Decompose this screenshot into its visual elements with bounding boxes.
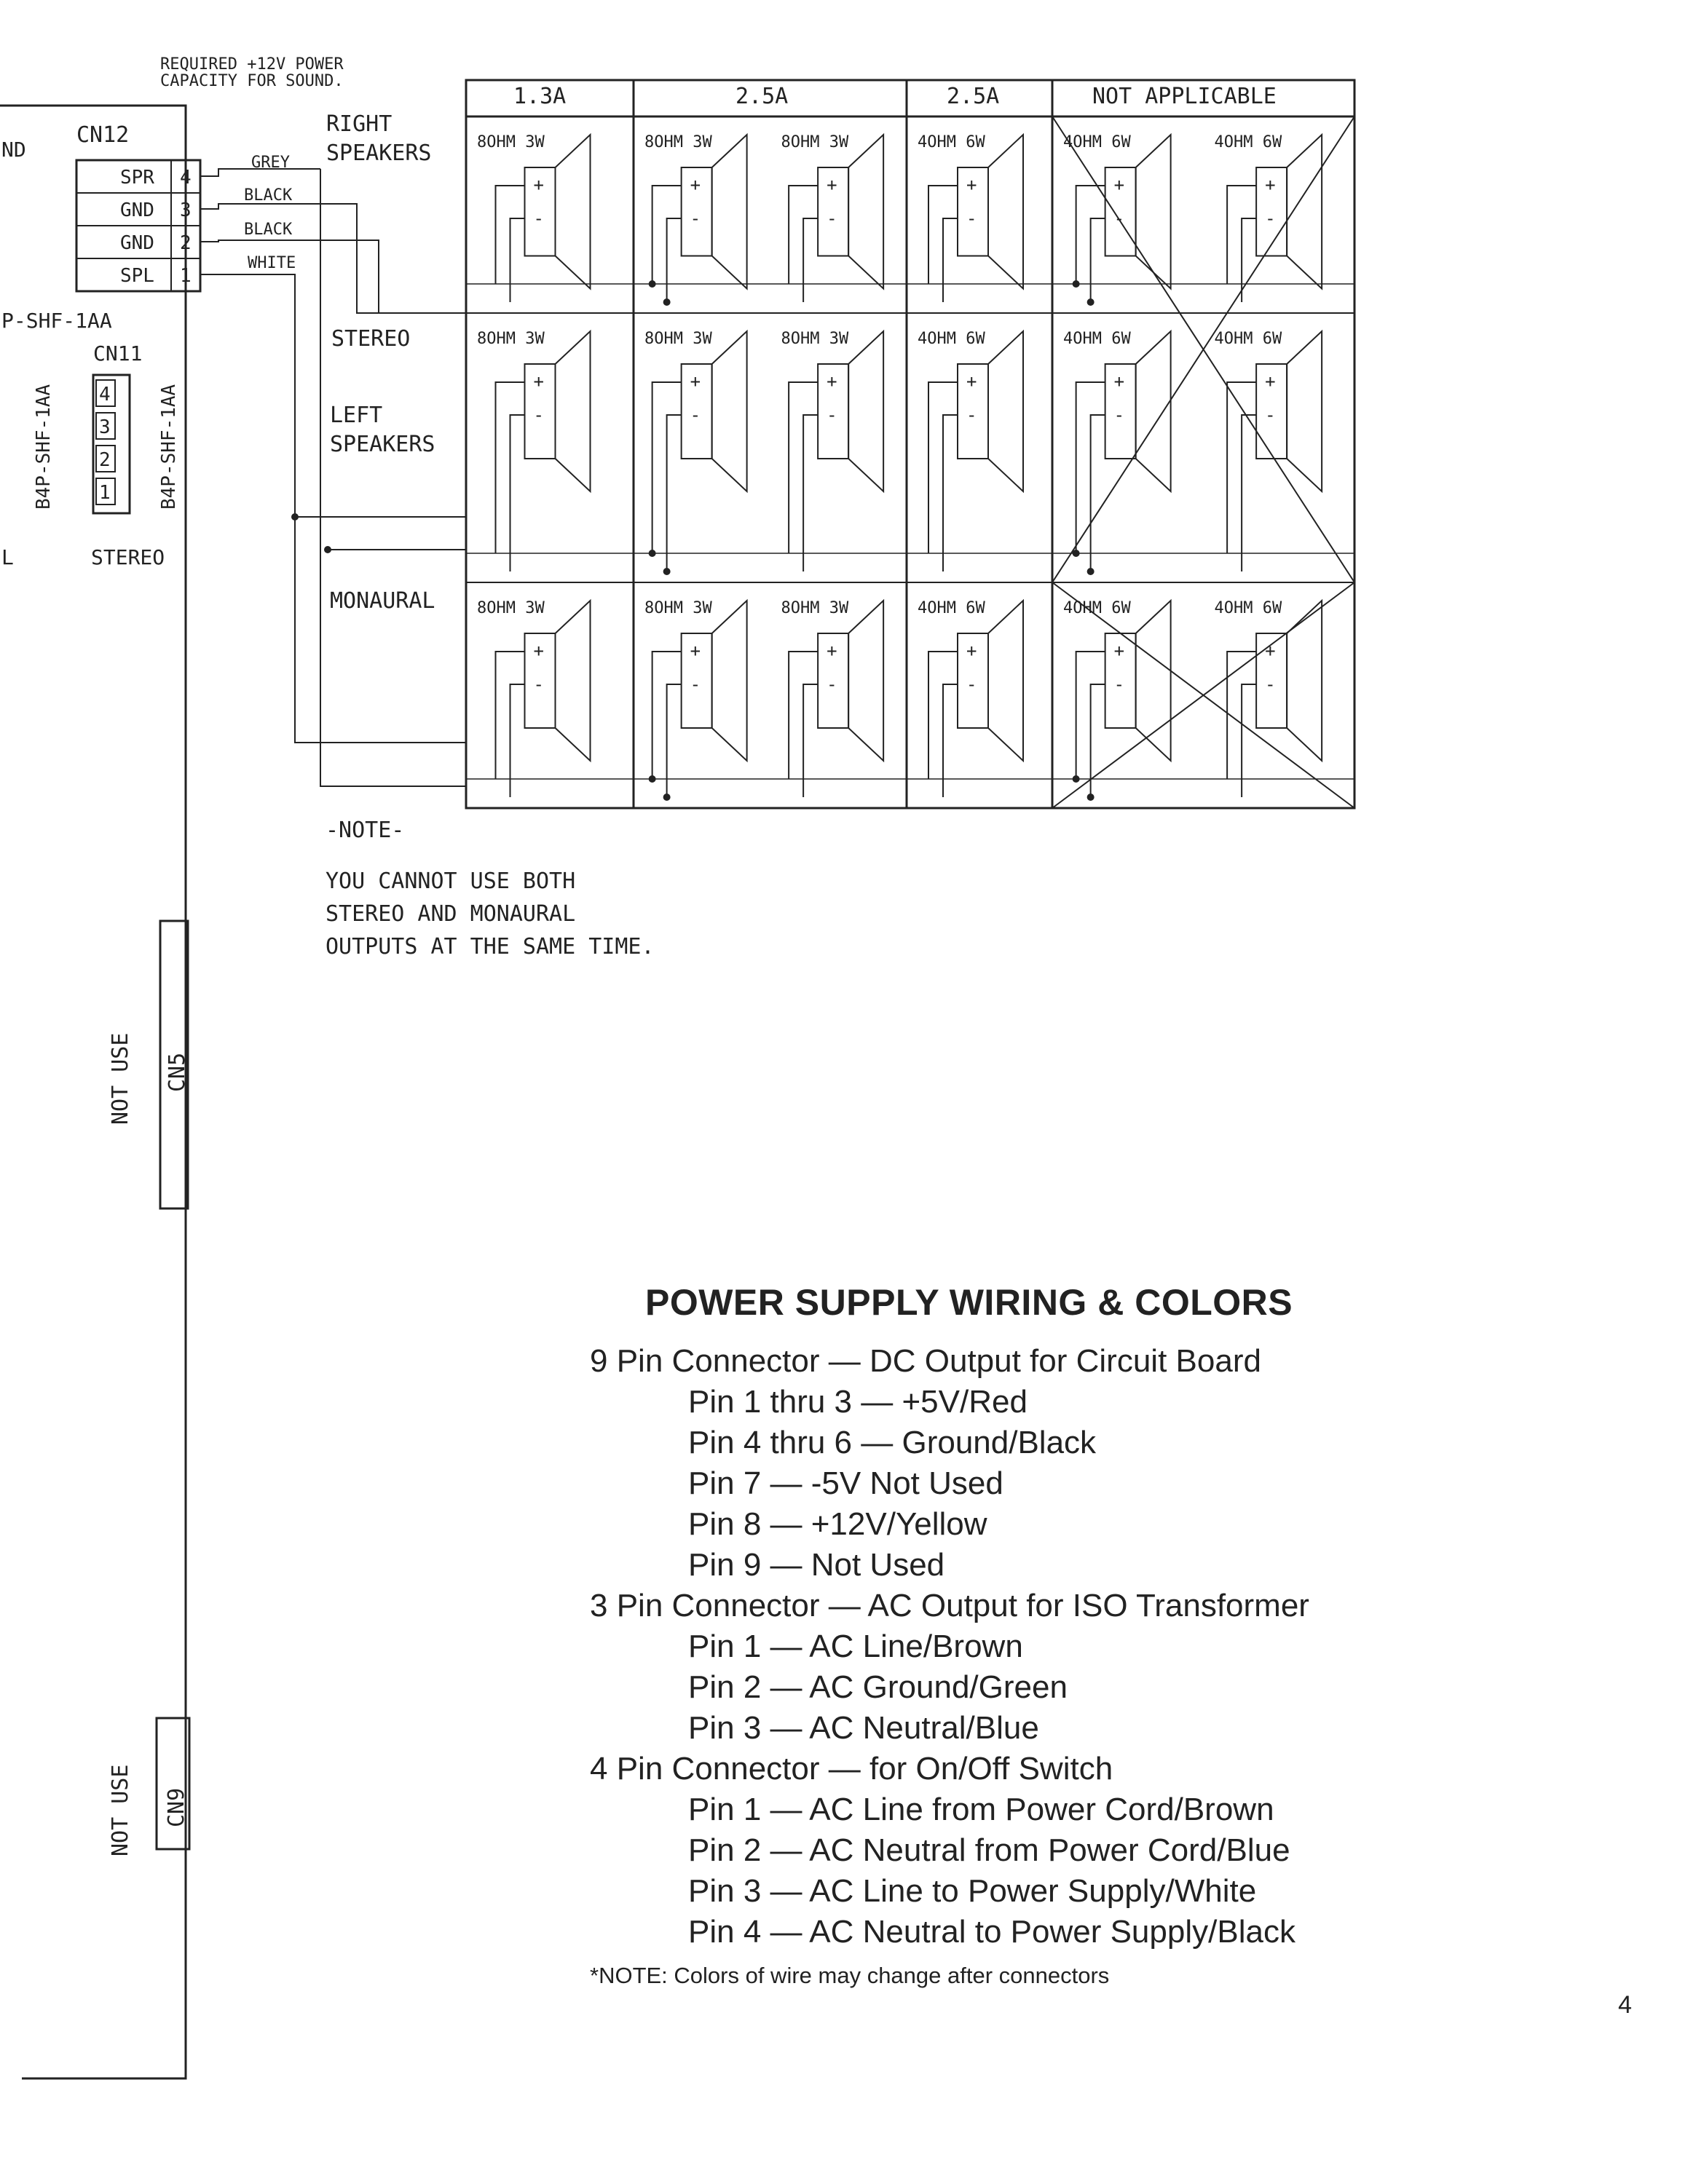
speaker-lead — [667, 415, 682, 571]
speaker-cone — [712, 331, 747, 491]
speaker-cone — [712, 601, 747, 761]
required-note-line: CAPACITY FOR SOUND. — [160, 72, 344, 90]
pin-line: Pin 9 — Not Used — [688, 1547, 945, 1583]
cn9-label: CN9 — [164, 1787, 189, 1827]
page-number: 4 — [1618, 1991, 1632, 2019]
pin-line: Pin 3 — AC Line to Power Supply/White — [688, 1873, 1257, 1909]
cn11-pin-number: 1 — [99, 482, 111, 504]
polarity-plus: + — [1113, 175, 1125, 195]
speaker-rating-label: 4OHM 6W — [1063, 133, 1131, 151]
speaker-lead — [803, 684, 818, 797]
connector-heading: 4 Pin Connector — for On/Off Switch — [590, 1751, 1113, 1787]
required-note-line: REQUIRED +12V POWER — [160, 55, 344, 74]
note-line: OUTPUTS AT THE SAME TIME. — [326, 934, 655, 960]
speaker-rating-label: 4OHM 6W — [1063, 599, 1131, 617]
pin-line: Pin 3 — AC Neutral/Blue — [688, 1710, 1039, 1746]
cn11-pin-number: 4 — [99, 384, 111, 405]
feed-wires — [291, 513, 466, 743]
speaker-lead — [943, 684, 958, 797]
cn11-side-label: B4P-SHF-1AA — [158, 384, 180, 510]
cn12-pin-name: SPR — [120, 167, 154, 189]
pin-line: Pin 7 — -5V Not Used — [688, 1465, 1003, 1501]
speaker-lead — [943, 218, 958, 302]
speaker-lead — [1242, 415, 1256, 571]
junction-dot — [663, 298, 671, 306]
pin-line: Pin 1 — AC Line/Brown — [688, 1629, 1023, 1664]
speaker-cone — [848, 601, 883, 761]
speaker-rating-label: 8OHM 3W — [781, 599, 849, 617]
speaker-cone — [988, 331, 1023, 491]
left-speakers-label: SPEAKERS — [330, 432, 435, 457]
cn9-not-use-label: NOT USE — [108, 1764, 133, 1856]
polarity-minus: - — [533, 405, 544, 425]
speaker-lead — [1242, 218, 1256, 302]
polarity-minus: - — [966, 674, 977, 695]
cn12-pin-number: 3 — [180, 199, 192, 221]
speaker-rating-label: 4OHM 6W — [918, 330, 985, 348]
speaker-lead — [943, 415, 958, 571]
cn11-label: CN11 — [93, 341, 143, 365]
speaker-cone — [848, 331, 883, 491]
cn12-pin-number: 1 — [180, 265, 192, 287]
speaker-rating-label: 4OHM 6W — [1214, 133, 1282, 151]
polarity-plus: + — [1265, 175, 1276, 195]
cn12-pin-name: GND — [120, 232, 154, 254]
power-supply-section — [590, 1281, 1464, 1989]
polarity-plus: + — [827, 371, 837, 392]
polarity-minus: - — [690, 405, 701, 425]
speaker-rating-label: 8OHM 3W — [644, 599, 712, 617]
polarity-minus: - — [1113, 674, 1125, 695]
polarity-plus: + — [1265, 641, 1276, 661]
speaker-cone — [556, 135, 591, 289]
left-speakers-label: LEFT — [330, 403, 383, 428]
polarity-minus: - — [690, 674, 701, 695]
polarity-minus: - — [1265, 674, 1276, 695]
cn11-connector-fragment: P-SHF-1AA — [1, 309, 112, 333]
speaker-rating-label: 8OHM 3W — [644, 133, 712, 151]
junction-dot — [1087, 298, 1095, 306]
stereo-label: STEREO — [331, 326, 411, 352]
cn11-side-label: B4P-SHF-1AA — [33, 384, 55, 510]
cn9-connector — [157, 1718, 189, 1849]
amp-header: 2.5A — [735, 84, 789, 109]
speaker-lead — [667, 684, 682, 797]
pin-line: Pin 4 thru 6 — Ground/Black — [688, 1425, 1097, 1460]
note-line: YOU CANNOT USE BOTH — [326, 869, 576, 894]
junction-dot — [1087, 794, 1095, 801]
cn12-pin-name: GND — [120, 199, 154, 221]
polarity-minus: - — [827, 674, 837, 695]
speaker-cone — [556, 331, 591, 491]
polarity-minus: - — [1265, 405, 1276, 425]
cn11-pin-number: 3 — [99, 416, 111, 438]
pin-line: Pin 8 — +12V/Yellow — [688, 1506, 987, 1542]
cn5-not-use-label: NOT USE — [108, 1032, 133, 1125]
speaker-cone — [848, 135, 883, 289]
junction-dot — [663, 568, 671, 575]
junction-dot — [1087, 568, 1095, 575]
note-line: STEREO AND MONAURAL — [326, 901, 576, 927]
polarity-plus: + — [533, 371, 544, 392]
speaker-lead — [510, 218, 525, 302]
speaker-lead — [510, 415, 525, 571]
polarity-plus: + — [533, 175, 544, 195]
polarity-minus: - — [533, 208, 544, 229]
amperage-grid — [466, 80, 1354, 808]
polarity-minus: - — [690, 208, 701, 229]
cn11-stereo-label: STEREO — [91, 545, 165, 569]
speaker-cone — [1287, 331, 1322, 491]
speaker-lead — [1091, 684, 1105, 797]
polarity-minus: - — [1113, 208, 1125, 229]
pin-line: Pin 2 — AC Ground/Green — [688, 1669, 1068, 1705]
junction-dot — [663, 794, 671, 801]
cn5-label: CN5 — [165, 1052, 190, 1092]
amp-header: NOT APPLICABLE — [1092, 84, 1277, 109]
cn11-left-fragment: L — [1, 545, 14, 569]
speaker-cone — [1136, 135, 1171, 289]
cn12-pin-number: 4 — [180, 167, 192, 189]
polarity-minus: - — [827, 208, 837, 229]
speaker-cone — [1136, 601, 1171, 761]
speaker-lead — [1242, 684, 1256, 797]
polarity-plus: + — [690, 175, 701, 195]
polarity-plus: + — [533, 641, 544, 661]
wire-color-label: GREY — [251, 154, 290, 172]
speaker-rating-label: 8OHM 3W — [644, 330, 712, 348]
polarity-minus: - — [827, 405, 837, 425]
power-supply-title: POWER SUPPLY WIRING & COLORS — [645, 1282, 1293, 1323]
speaker-rating-label: 4OHM 6W — [1063, 330, 1131, 348]
amp-header: 2.5A — [947, 84, 1000, 109]
connector-heading: 9 Pin Connector — DC Output for Circuit Board — [590, 1343, 1261, 1379]
cn12-pin-name: SPL — [120, 265, 154, 287]
wire-color-label: BLACK — [244, 186, 293, 205]
speaker-cone — [1287, 601, 1322, 761]
speaker-cone — [988, 601, 1023, 761]
speaker-rating-label: 4OHM 6W — [918, 133, 985, 151]
wire-color-note: *NOTE: Colors of wire may change after connectors — [590, 1963, 1110, 1988]
polarity-plus: + — [1113, 371, 1125, 392]
speaker-lead — [1091, 218, 1105, 302]
cn12-wires — [200, 169, 466, 786]
pin-line: Pin 1 thru 3 — +5V/Red — [688, 1384, 1028, 1420]
polarity-plus: + — [966, 641, 977, 661]
polarity-plus: + — [1113, 641, 1125, 661]
speaker-rating-label: 4OHM 6W — [1214, 599, 1282, 617]
speaker-rating-label: 8OHM 3W — [477, 330, 545, 348]
speaker-rating-label: 8OHM 3W — [781, 330, 849, 348]
amp-header: 1.3A — [513, 84, 567, 109]
cn12-left-fragment: ND — [1, 138, 26, 162]
speaker-cone — [712, 135, 747, 289]
polarity-plus: + — [827, 641, 837, 661]
speaker-rating-label: 8OHM 3W — [477, 133, 545, 151]
speaker-rating-label: 4OHM 6W — [918, 599, 985, 617]
pin-line: Pin 2 — AC Neutral from Power Cord/Blue — [688, 1832, 1290, 1868]
polarity-minus: - — [1265, 208, 1276, 229]
monaural-label: MONAURAL — [330, 588, 435, 614]
pin-line: Pin 4 — AC Neutral to Power Supply/Black — [688, 1914, 1295, 1950]
note-heading: -NOTE- — [326, 818, 405, 843]
polarity-plus: + — [827, 175, 837, 195]
polarity-plus: + — [966, 175, 977, 195]
speaker-cone — [556, 601, 591, 761]
speaker-rating-label: 8OHM 3W — [781, 133, 849, 151]
wire-color-label: BLACK — [244, 221, 293, 239]
cn12-pin-number: 2 — [180, 232, 192, 254]
polarity-plus: + — [966, 371, 977, 392]
connector-heading: 3 Pin Connector — AC Output for ISO Transformer — [590, 1588, 1309, 1623]
right-speakers-label: SPEAKERS — [326, 141, 432, 166]
speaker-rating-label: 4OHM 6W — [1214, 330, 1282, 348]
speaker-lead — [510, 684, 525, 797]
cn12-label: CN12 — [76, 122, 130, 148]
right-speakers-label: RIGHT — [326, 111, 393, 137]
speaker-rating-label: 8OHM 3W — [477, 599, 545, 617]
speaker-lead — [667, 218, 682, 302]
cn11-pin-number: 2 — [99, 449, 111, 471]
polarity-minus: - — [966, 405, 977, 425]
speaker-cone — [988, 135, 1023, 289]
polarity-minus: - — [533, 674, 544, 695]
polarity-plus: + — [690, 641, 701, 661]
speaker-lead — [803, 218, 818, 302]
pin-line: Pin 1 — AC Line from Power Cord/Brown — [688, 1792, 1274, 1827]
polarity-minus: - — [966, 208, 977, 229]
speaker-cone — [1136, 331, 1171, 491]
wire-color-label: WHITE — [248, 254, 296, 272]
polarity-plus: + — [1265, 371, 1276, 392]
speaker-lead — [803, 415, 818, 571]
speaker-symbols — [466, 133, 1354, 801]
speaker-lead — [1091, 415, 1105, 571]
polarity-plus: + — [690, 371, 701, 392]
polarity-minus: - — [1113, 405, 1125, 425]
